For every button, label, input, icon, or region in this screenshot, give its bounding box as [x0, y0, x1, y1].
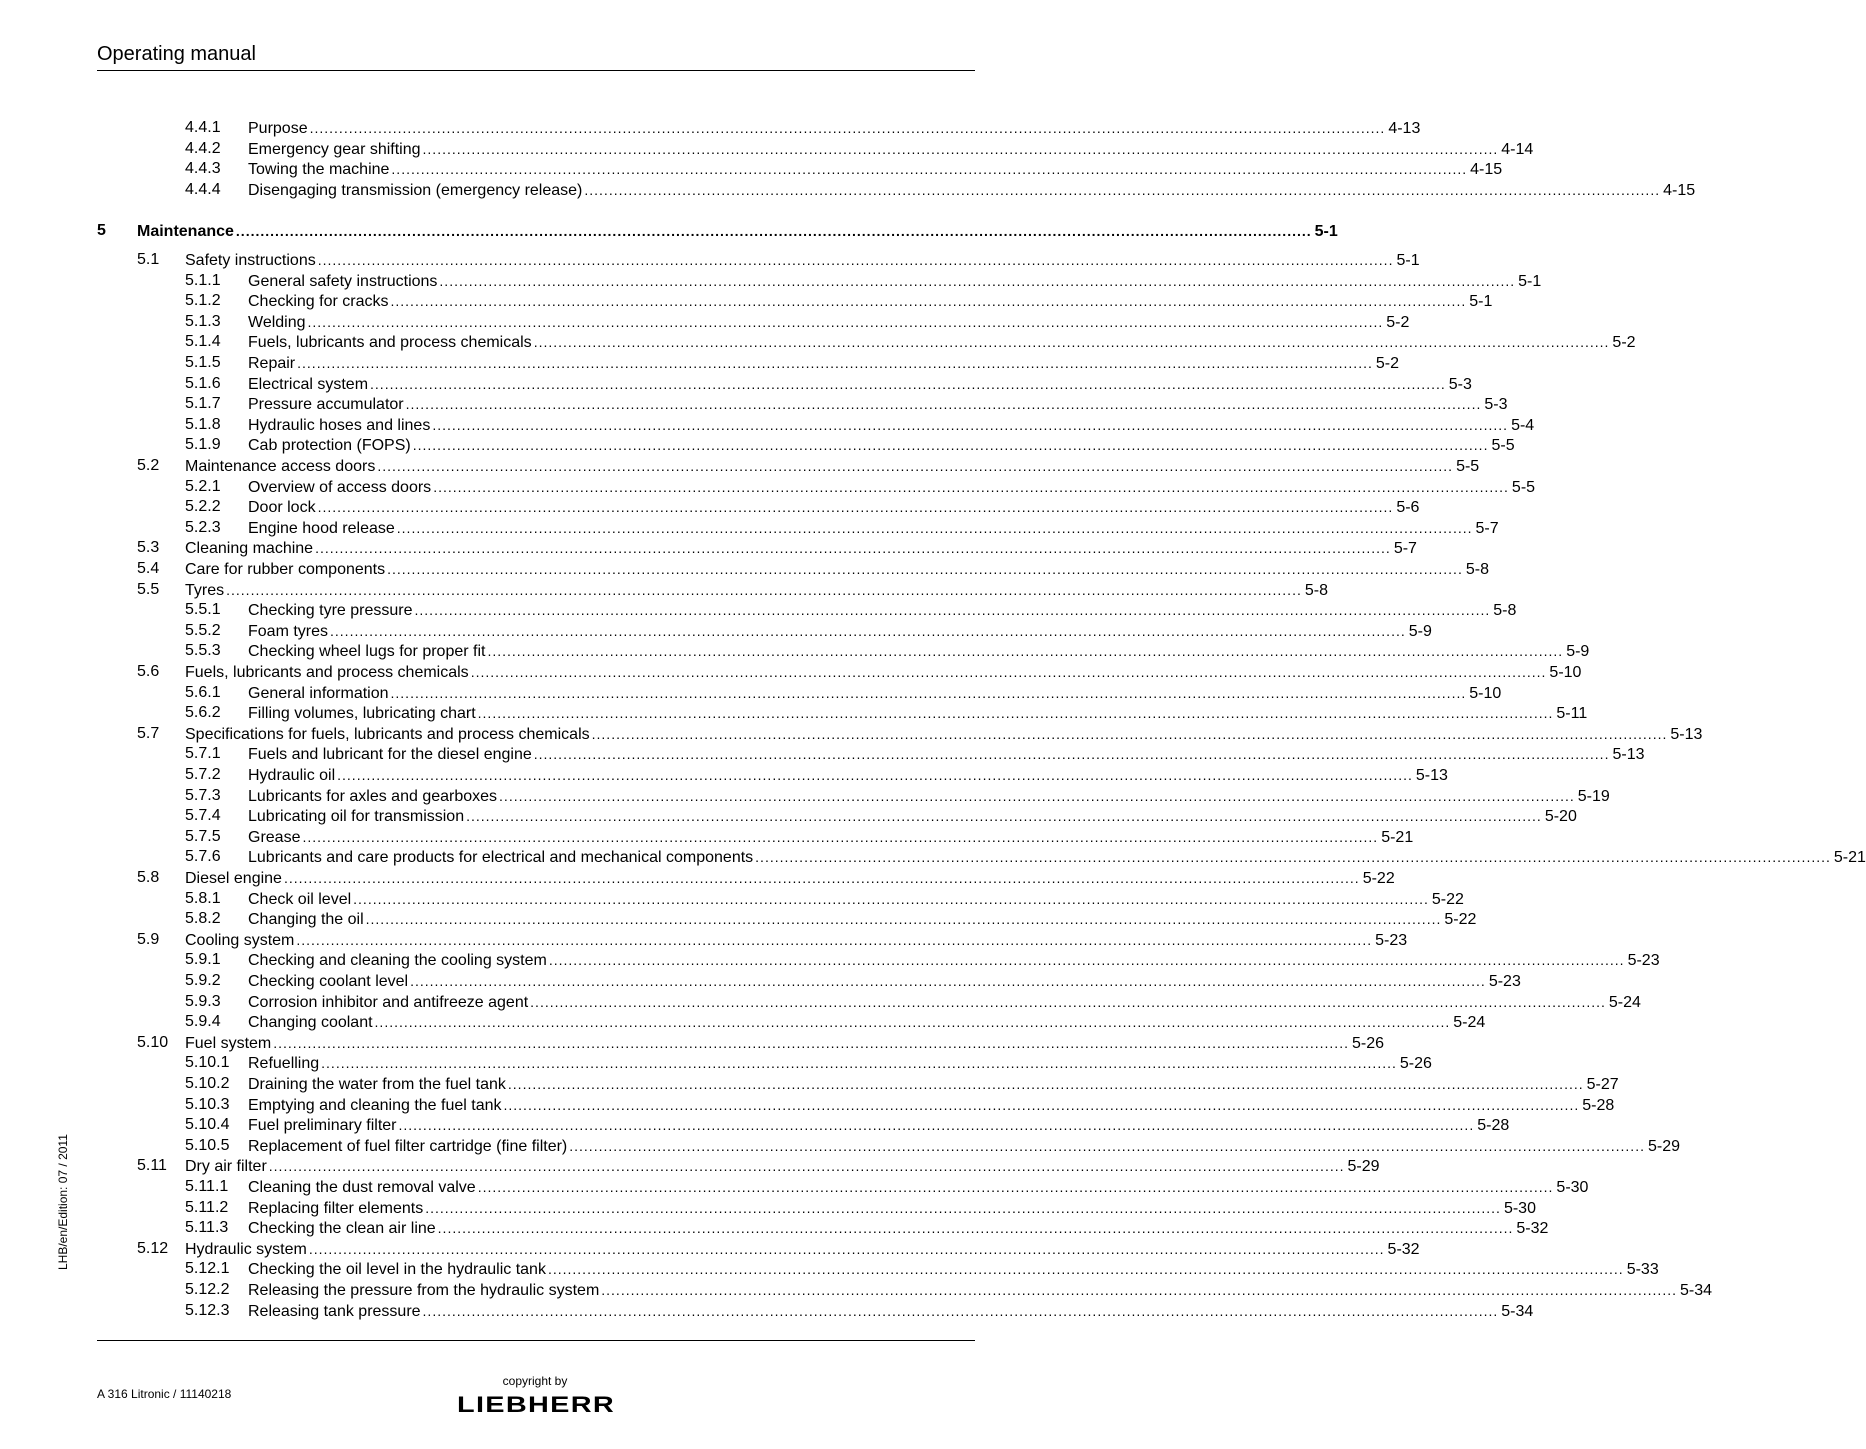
toc-leader-dots: ............................................................................................................................................................................................................................ [317, 499, 1394, 516]
toc-page-number: 5-5 [1511, 478, 1536, 496]
toc-number: 5.10 [137, 1033, 169, 1051]
toc-title: Fuels, lubricants and process chemicals [248, 334, 532, 352]
toc-leader-dots: ............................................................................................................................................................................................................................ [414, 602, 1491, 619]
toc-page-number: 5-22 [1444, 911, 1477, 929]
toc-title: Checking coolant level [248, 973, 409, 990]
toc-page-number: 5-4 [1511, 416, 1535, 434]
toc-number: 5.2.2 [185, 498, 221, 516]
toc-page-number: 5-2 [1612, 334, 1636, 352]
toc-number: 5.8.1 [185, 889, 221, 907]
toc-entry[interactable] [185, 332, 1636, 352]
toc-leader-dots: ............................................................................................................................................................................................................................ [487, 643, 1564, 660]
toc-page-number: 5-28 [1477, 1117, 1510, 1135]
toc-page-number: 5-8 [1304, 581, 1328, 599]
toc-leader-dots: ............................................................................................................................................................................................................................ [390, 684, 1467, 701]
footer-document-id: A 316 Litronic / 11140218 [97, 1387, 232, 1401]
toc-page-number: 5-2 [1375, 355, 1399, 372]
toc-page-number: 5-21 [1833, 849, 1866, 867]
toc-entry[interactable] [137, 662, 1582, 682]
toc-chapter[interactable] [97, 221, 1338, 241]
toc-leader-dots: ............................................................................................................................................................................................................................ [398, 1117, 1475, 1134]
toc-entry[interactable] [137, 559, 1489, 579]
toc-title: Checking and cleaning the cooling system [248, 952, 547, 970]
toc-title: Fuel preliminary filter [248, 1117, 397, 1135]
toc-title: Draining the water from the fuel tank [248, 1076, 506, 1093]
toc-entry[interactable] [137, 724, 1703, 744]
toc-title: Cleaning machine [185, 540, 314, 558]
toc-number: 5.12.3 [185, 1301, 230, 1319]
toc-leader-dots: ............................................................................................................................................................................................................................ [297, 355, 1373, 371]
toc-entry[interactable] [185, 159, 1503, 179]
toc-page-number: 5-20 [1544, 808, 1577, 826]
toc-title: Tyres [185, 581, 225, 599]
toc-number: 5.9.1 [185, 951, 221, 969]
toc-entry[interactable] [137, 930, 1408, 950]
toc-leader-dots: ............................................................................................................................................................................................................................ [315, 540, 1391, 557]
toc-leader-dots: ............................................................................................................................................................................................................................ [317, 252, 1394, 268]
toc-entry[interactable] [185, 1218, 1549, 1238]
toc-page-number: 5-7 [1393, 540, 1417, 558]
toc-entry[interactable] [137, 250, 1420, 270]
toc-entry[interactable] [185, 497, 1420, 517]
toc-page-number: 5-27 [1586, 1076, 1619, 1093]
toc-number: 5.1.9 [185, 436, 221, 454]
toc-number: 5.8 [137, 869, 160, 886]
header-rule [97, 70, 975, 71]
toc-entry[interactable] [185, 1301, 1534, 1321]
toc-entry[interactable] [137, 538, 1417, 558]
toc-title: Changing the oil [248, 911, 364, 929]
toc-title: Emptying and cleaning the fuel tank [248, 1096, 502, 1114]
toc-entry[interactable] [185, 621, 1432, 641]
toc-number: 4.4.3 [185, 160, 221, 178]
toc-leader-dots: ............................................................................................................................................................................................................................ [390, 293, 1467, 310]
toc-number: 5.1.5 [185, 354, 221, 371]
toc-entry[interactable] [137, 1239, 1420, 1259]
toc-page-number: 5-30 [1556, 1179, 1589, 1196]
toc-number: 5.1.1 [185, 271, 221, 289]
toc-leader-dots: ............................................................................................................................................................................................................................ [273, 1034, 1349, 1051]
toc-leader-dots: ............................................................................................................................................................................................................................ [268, 1158, 1345, 1175]
toc-leader-dots: ............................................................................................................................................................................................................................ [422, 140, 1499, 157]
toc-entry[interactable] [185, 139, 1534, 159]
toc-title: Towing the machine [248, 161, 390, 179]
toc-title: Fuel system [185, 1034, 272, 1052]
toc-title: Repair [248, 355, 296, 372]
toc-number: 5.7.3 [185, 786, 221, 804]
toc-entry[interactable] [137, 580, 1328, 600]
toc-number: 5.4 [137, 560, 160, 577]
toc-leader-dots: ............................................................................................................................................................................................................................ [374, 1014, 1451, 1031]
toc-leader-dots: ............................................................................................................................................................................................................................ [396, 519, 1473, 536]
toc-leader-dots: ............................................................................................................................................................................................................................ [433, 478, 1509, 495]
toc-number: 5.2.3 [185, 518, 221, 536]
toc-leader-dots: ............................................................................................................................................................................................................................ [422, 1302, 1499, 1319]
toc-entry[interactable] [185, 312, 1410, 332]
toc-leader-dots: ............................................................................................................................................................................................................................ [569, 1137, 1645, 1154]
toc-title: Checking the oil level in the hydraulic tank [248, 1261, 546, 1279]
toc-title: Overview of access doors [248, 478, 432, 496]
toc-page-number: 5-10 [1469, 684, 1502, 702]
toc-leader-dots: ............................................................................................................................................................................................................................ [601, 1282, 1677, 1298]
toc-number: 5.6.2 [185, 704, 221, 722]
toc-leader-dots: ............................................................................................................................................................................................................................ [405, 396, 1482, 413]
toc-page-number: 5-13 [1612, 746, 1645, 764]
toc-title: Pressure accumulator [248, 396, 404, 414]
toc-number: 5.10.4 [185, 1116, 230, 1134]
footer-copyright: copyright by [502, 1374, 568, 1388]
toc-entry[interactable] [185, 744, 1645, 764]
toc-leader-dots: ............................................................................................................................................................................................................................ [548, 952, 1625, 969]
toc-title: Engine hood release [248, 519, 395, 537]
toc-leader-dots: ............................................................................................................................................................................................................................ [330, 622, 1406, 639]
toc-entry[interactable] [185, 291, 1493, 311]
toc-page-number: 5-8 [1493, 602, 1517, 620]
toc-entry[interactable] [185, 889, 1464, 909]
toc-entry[interactable] [185, 950, 1660, 970]
toc-page-number: 5-9 [1566, 643, 1590, 661]
toc-entry[interactable] [185, 1280, 1713, 1300]
toc-page-number: 5-3 [1448, 375, 1472, 393]
toc-leader-dots: ............................................................................................................................................................................................................................ [309, 120, 1386, 136]
toc-entry[interactable] [185, 827, 1414, 847]
toc-entry[interactable] [185, 1074, 1619, 1094]
toc-number: 5.7.4 [185, 807, 221, 825]
toc-leader-dots: ............................................................................................................................................................................................................................ [503, 1096, 1580, 1113]
toc-title: Safety instructions [185, 252, 316, 269]
toc-leader-dots: ............................................................................................................................................................................................................................ [321, 1055, 1397, 1072]
toc-page-number: 5-24 [1608, 993, 1641, 1011]
toc-leader-dots: ............................................................................................................................................................................................................................ [391, 161, 1468, 178]
toc-title: Disengaging transmission (emergency release) [248, 181, 583, 199]
toc-page-number: 5-29 [1347, 1158, 1380, 1176]
toc-entry[interactable] [185, 353, 1399, 373]
toc-leader-dots: ............................................................................................................................................................................................................................ [226, 581, 1302, 598]
toc-entry[interactable] [185, 477, 1536, 497]
toc-entry[interactable] [185, 180, 1696, 200]
toc-number: 5.10.3 [185, 1095, 230, 1113]
toc-title: Care for rubber components [185, 561, 386, 578]
toc-leader-dots: ............................................................................................................................................................................................................................ [296, 931, 1373, 948]
toc-leader-dots: ............................................................................................................................................................................................................................ [283, 870, 1360, 886]
toc-leader-dots: ............................................................................................................................................................................................................................ [412, 437, 1489, 454]
toc-entry[interactable] [185, 415, 1535, 435]
toc-title: Foam tyres [248, 622, 329, 640]
toc-number: 5 [97, 222, 106, 240]
toc-page-number: 5-19 [1577, 787, 1610, 805]
toc-leader-dots: ............................................................................................................................................................................................................................ [477, 705, 1554, 722]
toc-entry[interactable] [137, 1033, 1385, 1053]
toc-page-number: 5-22 [1362, 870, 1395, 887]
toc-entry[interactable] [137, 456, 1480, 476]
toc-page-number: 5-23 [1627, 952, 1660, 970]
toc-title: Diesel engine [185, 870, 282, 887]
toc-title: Electrical system [248, 375, 369, 393]
toc-entry[interactable] [185, 394, 1508, 414]
toc-leader-dots: ............................................................................................................................................................................................................................ [547, 1261, 1624, 1278]
toc-leader-dots: ............................................................................................................................................................................................................................ [432, 416, 1509, 433]
toc-number: 5.9.4 [185, 1013, 221, 1031]
toc-entry[interactable] [185, 435, 1515, 455]
svg-text:LIEBHERR: LIEBHERR [457, 1392, 615, 1417]
toc-leader-dots: ............................................................................................................................................................................................................................ [755, 849, 1831, 866]
toc-number: 5.6.1 [185, 683, 221, 701]
toc-page-number: 5-7 [1475, 519, 1499, 537]
toc-leader-dots: ............................................................................................................................................................................................................................ [302, 828, 1379, 845]
toc-number: 5.8.2 [185, 910, 221, 928]
toc-page-number: 5-6 [1396, 499, 1420, 517]
toc-leader-dots: ............................................................................................................................................................................................................................ [477, 1179, 1554, 1195]
toc-page-number: 5-13 [1670, 725, 1703, 743]
toc-number: 5.7.2 [185, 766, 221, 783]
toc-number: 5.1.3 [185, 312, 221, 330]
toc-number: 5.6 [137, 663, 160, 680]
toc-number: 5.10.1 [185, 1054, 230, 1072]
toc-leader-dots: ............................................................................................................................................................................................................................ [307, 313, 1384, 330]
toc-entry[interactable] [185, 703, 1588, 723]
toc-title: Fuels, lubricants and process chemicals [185, 664, 469, 681]
toc-number: 5.11.1 [185, 1178, 229, 1195]
toc-entry[interactable] [185, 806, 1577, 826]
toc-page-number: 5-23 [1375, 931, 1408, 949]
toc-entry[interactable] [185, 1115, 1510, 1135]
toc-entry[interactable] [185, 1012, 1486, 1032]
toc-number: 5.11 [137, 1157, 167, 1175]
toc-title: Checking the clean air line [248, 1220, 436, 1238]
toc-page-number: 5-24 [1453, 1014, 1486, 1032]
toc-number: 5.10.5 [185, 1136, 230, 1154]
toc-leader-dots: ............................................................................................................................................................................................................................ [337, 767, 1413, 783]
toc-title: Checking for cracks [248, 293, 389, 311]
toc-title: Filling volumes, lubricating chart [248, 705, 476, 723]
toc-title: Cab protection (FOPS) [248, 437, 411, 455]
toc-title: Hydraulic system [185, 1240, 307, 1258]
toc-page-number: 5-29 [1647, 1137, 1681, 1155]
toc-number: 4.4.1 [185, 119, 221, 136]
toc-number: 5.9 [137, 930, 160, 948]
toc-title: Replacing filter elements [248, 1199, 424, 1217]
toc-entry[interactable] [185, 1053, 1432, 1073]
toc-title: Dry air filter [185, 1158, 267, 1176]
toc-leader-dots: ............................................................................................................................................................................................................................ [439, 272, 1516, 289]
toc-number: 5.7.5 [185, 827, 221, 845]
toc-number: 4.4.4 [185, 180, 221, 198]
toc-page-number: 5-13 [1415, 767, 1448, 784]
toc-title: Hydraulic oil [248, 767, 336, 784]
toc-page-number: 5-28 [1582, 1096, 1615, 1114]
toc-leader-dots: ............................................................................................................................................................................................................................ [530, 993, 1606, 1010]
toc-page-number: 5-1 [1314, 223, 1338, 241]
toc-entry[interactable] [185, 971, 1521, 991]
toc-number: 5.5.1 [185, 601, 221, 619]
toc-entry[interactable] [185, 765, 1448, 785]
toc-page-number: 5-1 [1396, 252, 1420, 269]
toc-leader-dots: ............................................................................................................................................................................................................................ [437, 1220, 1514, 1237]
toc-entry[interactable] [185, 786, 1610, 806]
toc-title: Purpose [248, 120, 308, 137]
toc-page-number: 5-2 [1386, 313, 1410, 331]
toc-number: 5.1.8 [185, 415, 221, 433]
toc-page-number: 4-15 [1663, 181, 1696, 199]
toc-leader-dots: ............................................................................................................................................................................................................................ [466, 808, 1542, 825]
toc-page-number: 5-33 [1626, 1261, 1659, 1279]
toc-title: Checking tyre pressure [248, 602, 413, 620]
toc-page-number: 5-10 [1549, 664, 1582, 681]
toc-leader-dots: ............................................................................................................................................................................................................................ [499, 787, 1575, 804]
toc-title: Checking wheel lugs for proper fit [248, 643, 486, 661]
toc-title: Fuels and lubricant for the diesel engine [248, 746, 532, 764]
toc-page-number: 5-26 [1399, 1055, 1432, 1073]
toc-leader-dots: ............................................................................................................................................................................................................................ [370, 375, 1446, 392]
toc-page-number: 5-5 [1456, 458, 1480, 475]
toc-number: 5.1 [137, 251, 160, 268]
toc-entry[interactable] [185, 683, 1502, 703]
toc-entry[interactable] [185, 374, 1472, 394]
toc-number: 5.5.3 [185, 642, 221, 660]
toc-page-number: 5-26 [1351, 1034, 1385, 1052]
toc-title: Releasing the pressure from the hydraulic system [248, 1282, 600, 1299]
toc-title: Lubricants and care products for electrical and mechanical components [248, 849, 754, 867]
toc-number: 5.1.6 [185, 374, 221, 392]
toc-entry[interactable] [185, 1177, 1589, 1197]
toc-page-number: 5-21 [1381, 828, 1414, 846]
toc-page-number: 5-11 [1556, 705, 1588, 723]
toc-entry[interactable] [185, 641, 1590, 661]
toc-title: Corrosion inhibitor and antifreeze agent [248, 993, 529, 1011]
toc-leader-dots: ............................................................................................................................................................................................................................ [365, 911, 1442, 928]
toc-page-number: 5-8 [1465, 561, 1489, 578]
toc-page-number: 5-1 [1518, 272, 1542, 290]
toc-leader-dots: ............................................................................................................................................................................................................................ [425, 1199, 1501, 1216]
toc-page-number: 5-1 [1469, 293, 1493, 311]
toc-number: 5.7 [137, 724, 160, 742]
toc-page-number: 5-30 [1503, 1199, 1536, 1217]
toc-number: 5.9.2 [185, 972, 221, 989]
toc-number: 5.11.2 [185, 1198, 229, 1216]
toc-number: 5.10.2 [185, 1075, 230, 1092]
toc-title: Check oil level [248, 890, 352, 908]
toc-title: Grease [248, 828, 301, 846]
toc-number: 5.1.4 [185, 333, 221, 351]
toc-leader-dots: ............................................................................................................................................................................................................................ [591, 725, 1668, 742]
toc-number: 5.12.2 [185, 1281, 230, 1298]
toc-entry[interactable] [185, 1198, 1536, 1218]
toc-page-number: 5-32 [1387, 1240, 1420, 1258]
toc-leader-dots: ............................................................................................................................................................................................................................ [235, 223, 1312, 240]
toc-entry[interactable] [185, 847, 1866, 867]
toc-title: Maintenance access doors [185, 458, 376, 475]
toc-entry[interactable] [137, 868, 1395, 888]
edition-side-label: LHB/en/Edition: 07 / 2011 [56, 1134, 70, 1270]
toc-leader-dots: ............................................................................................................................................................................................................................ [533, 746, 1610, 763]
toc-page-number: 4-14 [1501, 140, 1534, 158]
toc-leader-dots: ............................................................................................................................................................................................................................ [533, 334, 1610, 351]
toc-title: Replacement of fuel filter cartridge (fine filter) [248, 1137, 568, 1155]
toc-number: 4.4.2 [185, 139, 221, 157]
toc-number: 5.12 [137, 1239, 169, 1257]
toc-page-number: 5-3 [1484, 396, 1508, 414]
toc-number: 5.3 [137, 539, 160, 557]
toc-title: Specifications for fuels, lubricants and process chemicals [185, 725, 590, 743]
toc-page-number: 5-22 [1431, 890, 1464, 908]
toc-page-number: 4-15 [1470, 161, 1503, 179]
liebherr-logo [456, 1392, 616, 1416]
toc-title: Releasing tank pressure [248, 1302, 421, 1320]
footer-rule [97, 1340, 975, 1341]
toc-number: 5.2 [137, 457, 160, 474]
toc-title: Refuelling [248, 1055, 320, 1073]
toc-entry[interactable] [185, 1095, 1615, 1115]
toc-leader-dots: ............................................................................................................................................................................................................................ [387, 561, 1463, 577]
toc-number: 5.2.1 [185, 477, 221, 495]
toc-entry[interactable] [185, 909, 1477, 929]
toc-title: Lubricants for axles and gearboxes [248, 787, 498, 805]
toc-entry[interactable] [185, 992, 1641, 1012]
toc-title: Cleaning the dust removal valve [248, 1179, 476, 1196]
toc-page-number: 5-9 [1408, 622, 1432, 640]
toc-number: 5.7.6 [185, 848, 221, 866]
toc-page-number: 5-5 [1491, 437, 1515, 455]
toc-title: Cooling system [185, 931, 295, 949]
page-header-title: Operating manual [97, 43, 256, 65]
toc-leader-dots: ............................................................................................................................................................................................................................ [507, 1076, 1584, 1092]
toc-entry[interactable] [185, 118, 1421, 138]
toc-entry[interactable] [185, 271, 1542, 291]
toc-entry[interactable] [185, 518, 1499, 538]
toc-number: 5.9.3 [185, 992, 221, 1010]
toc-number: 5.7.1 [185, 745, 221, 763]
toc-entry[interactable] [185, 600, 1517, 620]
toc-title: Emergency gear shifting [248, 140, 421, 158]
toc-number: 5.11.3 [185, 1219, 229, 1237]
toc-title: General safety instructions [248, 272, 438, 290]
toc-entry[interactable] [185, 1136, 1681, 1156]
toc-page-number: 5-23 [1488, 973, 1521, 990]
toc-title: Welding [248, 313, 306, 331]
toc-entry[interactable] [185, 1259, 1659, 1279]
toc-entry[interactable] [137, 1156, 1380, 1176]
toc-title: Hydraulic hoses and lines [248, 416, 431, 434]
toc-number: 5.12.1 [185, 1260, 230, 1278]
toc-page-number: 5-32 [1516, 1220, 1549, 1238]
toc-leader-dots: ............................................................................................................................................................................................................................ [377, 458, 1454, 474]
toc-page-number: 4-13 [1388, 120, 1421, 137]
toc-number: 5.5 [137, 580, 160, 598]
toc-leader-dots: ............................................................................................................................................................................................................................ [470, 664, 1547, 680]
toc-leader-dots: ............................................................................................................................................................................................................................ [308, 1240, 1385, 1257]
toc-title: Maintenance [137, 223, 234, 241]
toc-leader-dots: ............................................................................................................................................................................................................................ [584, 181, 1661, 198]
toc-title: Door lock [248, 499, 316, 517]
toc-number: 5.1.2 [185, 292, 221, 310]
toc-page-number: 5-34 [1680, 1282, 1713, 1299]
toc-number: 5.5.2 [185, 621, 221, 639]
toc-number: 5.1.7 [185, 395, 221, 413]
toc-page-number: 5-34 [1501, 1302, 1534, 1320]
toc-leader-dots: ............................................................................................................................................................................................................................ [410, 973, 1486, 989]
toc-title: Lubricating oil for transmission [248, 808, 465, 826]
toc-title: General information [248, 684, 389, 702]
toc-title: Changing coolant [248, 1014, 373, 1032]
toc-leader-dots: ............................................................................................................................................................................................................................ [353, 890, 1429, 907]
